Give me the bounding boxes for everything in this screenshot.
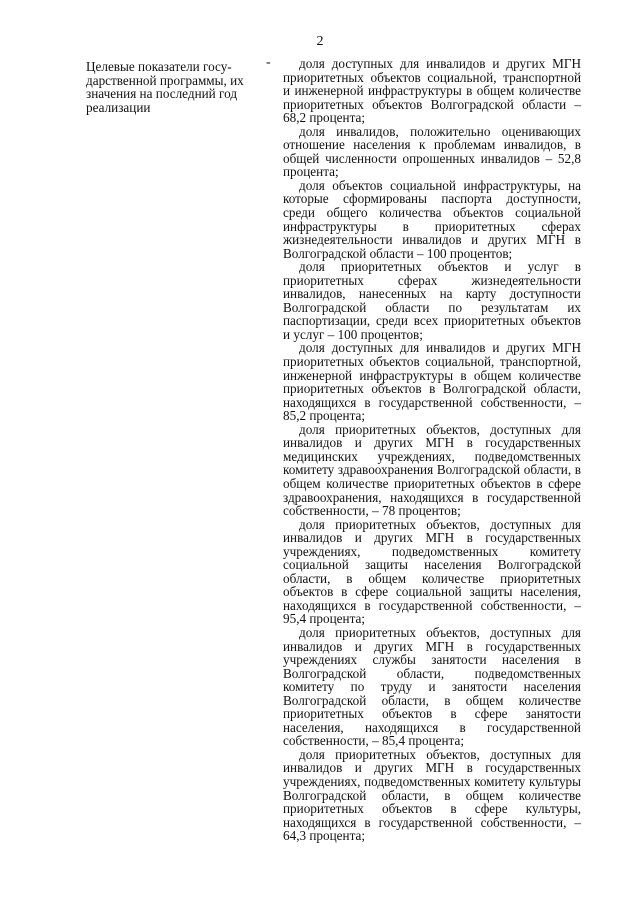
indicator-paragraph: доля приоритетных объектов, доступных для инвалидов и других МГН в государственных учреждениях службы занятости населения в Волгоградской области, подведомственных комитету по труду и занятости населения Волгоградской области, в общем количестве приоритетных объектов в сфере занятости населения, находящихся в государственной собственности, – 85,4 процента; xyxy=(283,624,581,749)
indicator-paragraph: доля приоритетных объектов и услуг в приоритетных сферах жизнедеятельности инвалидов, нанесенных на карту доступности Волгоградской области по результатам их паспортизации, среди всех приоритетных объектов и услуг – 100 процентов; xyxy=(283,259,581,342)
indicator-paragraph: доля приоритетных объектов, доступных для инвалидов и других МГН в государственных медицинских учреждениях, подведомственных комитету здравоохранения Волгоградской области, в общем количестве приоритетных объектов в сфере здравоохранения, находящихся в государственной собственности, – 78 процентов; xyxy=(283,421,581,519)
row-dash: - xyxy=(266,55,271,70)
indicator-paragraph: доля инвалидов, положительно оценивающих отношение населения к проблемам инвалидов, в общей численности опрошенных инвалидов – 52,8 процента; xyxy=(283,123,581,180)
indicator-paragraph: доля доступных для инвалидов и других МГН приоритетных объектов социальной, транспортной и инженерной инфраструктуры в общем количестве приоритетных объектов Волгоградской области – 68,2 процента; xyxy=(283,56,581,126)
indicator-paragraph: доля объектов социальной инфраструктуры, на которые сформированы паспорта доступности, среди общего количества объектов социальной инфраструктуры в приоритетных сферах жизнедеятельности инвалидов и других МГН в Волгоградской области – 100 процентов; xyxy=(283,177,581,261)
indicators-list xyxy=(283,57,581,843)
page-number: 2 xyxy=(316,34,324,49)
indicator-paragraph: доля приоритетных объектов, доступных для инвалидов и других МГН в государственных учреждениях, подведомственных комитету культуры Волгоградской области, в общем количестве приоритетных объектов в сфере культуры, находящихся в государственной собственности, – 64,3 процента; xyxy=(283,746,581,844)
row-label: Целевые показатели госу- дарственной программы, их значения на последний год реализации xyxy=(86,59,244,115)
indicator-paragraph: доля доступных для инвалидов и других МГН приоритетных объектов социальной, транспортной, инженерной инфраструктуры в общем количестве приоритетных объектов в Волгоградской области, находящихся в государственной собственности, – 85,2 процента; xyxy=(283,340,581,424)
indicator-paragraph: доля приоритетных объектов, доступных для инвалидов и других МГН в государственных учреждениях, подведомственных комитету социальной защиты населения Волгоградской области, в общем количестве приоритетных объектов в сфере социальной защиты населения, находящихся в государственной собственности, – 95,4 процента; xyxy=(283,516,581,627)
